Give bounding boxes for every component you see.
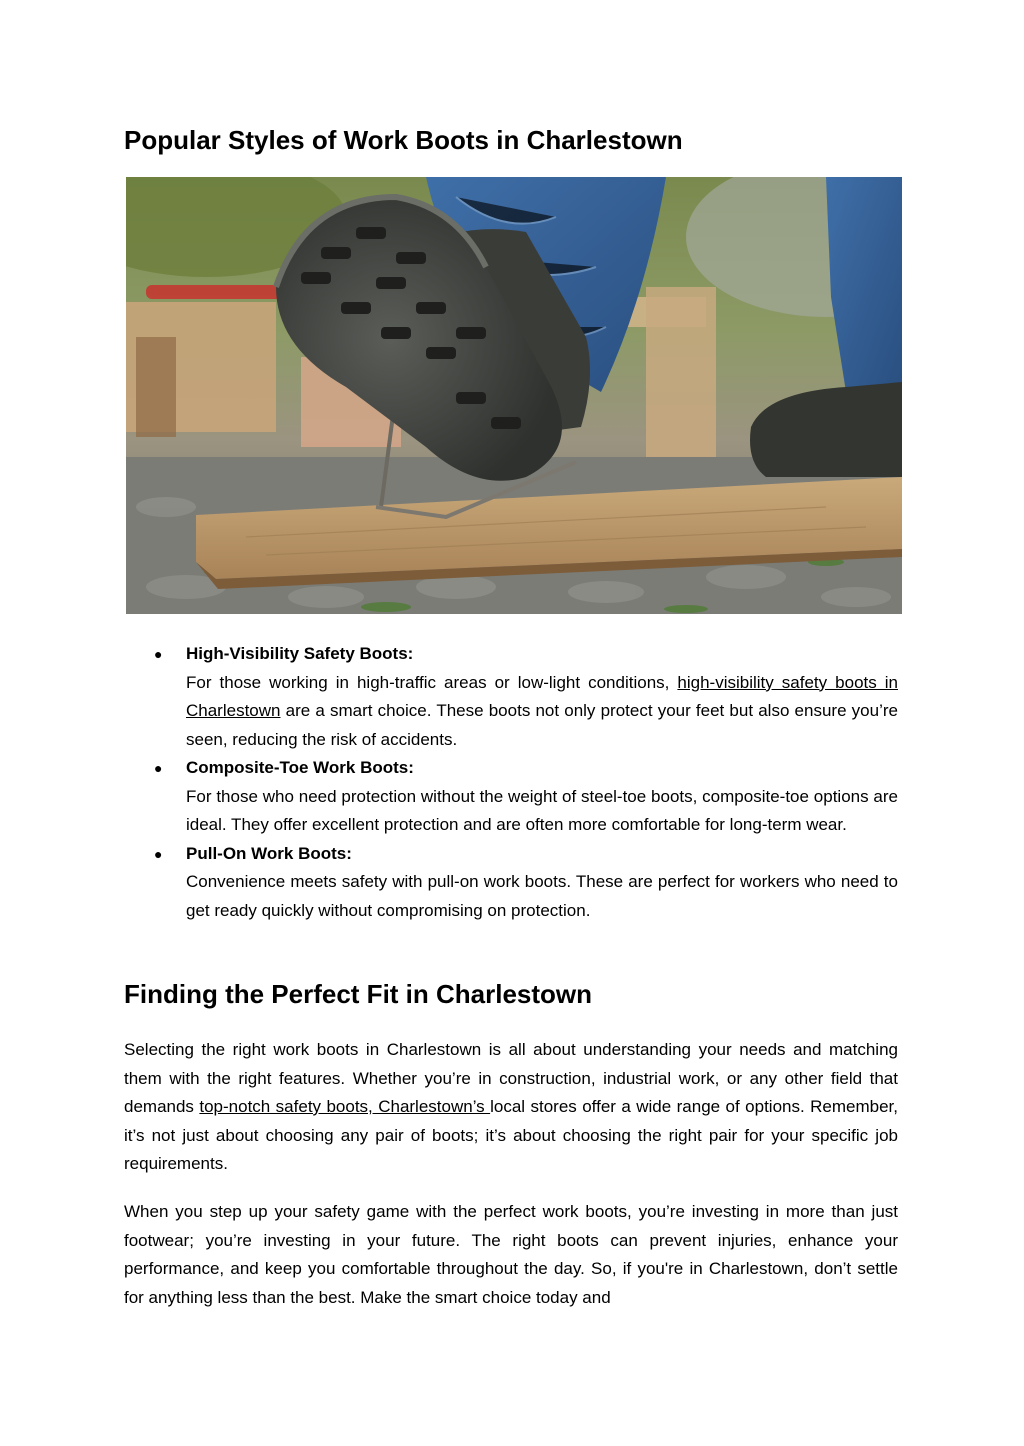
paragraph-selecting-boots xyxy=(124,1036,898,1179)
paragraph-text: local stores offer a wide range of options. Remember, it’s not just about choosing any pair of boots; it’s about choosing the right pair for your specific job requirements. xyxy=(124,1097,898,1173)
bullet-icon: ● xyxy=(154,760,163,776)
list-item-description: Convenience meets safety with pull-on work boots. These are perfect for workers who need to get ready quickly without compromising on protection. xyxy=(186,872,898,920)
list-item-term: High-Visibility Safety Boots: xyxy=(186,644,414,663)
high-visibility-boots-link[interactable]: high-visibility safety boots in Charlestown xyxy=(186,672,899,720)
section-heading-perfect-fit: Finding the Perfect Fit in Charlestown xyxy=(124,979,593,1009)
list-item xyxy=(124,754,898,840)
description-text: are a smart choice. These boots not only protect your feet but also ensure you’re seen, reducing the risk of accidents. xyxy=(186,701,898,749)
list-item xyxy=(124,640,898,754)
top-notch-safety-boots-link[interactable]: top-notch safety boots, Charlestown’s xyxy=(199,1097,491,1116)
bullet-icon: ● xyxy=(154,646,163,662)
hero-image-boot-stepping-on-nail xyxy=(126,177,902,614)
list-item-description: For those who need protection without the weight of steel-toe boots, composite-toe options are ideal. They offer excellent protection and are often more comfortable for long-term wear. xyxy=(186,786,898,834)
paragraph-text: Selecting the right work boots in Charlestown is all about understanding your needs and matching them with the right features. Whether you’re in construction, industrial work, or any other field that demands xyxy=(124,1040,898,1116)
list-item-term: Pull-On Work Boots: xyxy=(186,843,352,863)
bullet-icon: ● xyxy=(154,845,163,862)
list-item-description xyxy=(186,669,898,755)
list-item-term: Composite-Toe Work Boots: xyxy=(186,758,414,777)
boot-styles-list xyxy=(124,640,898,925)
description-text: For those working in high-traffic areas or low-light conditions, xyxy=(186,672,678,692)
list-item xyxy=(124,840,898,926)
paragraph-investing: When you step up your safety game with the perfect work boots, you’re investing in more than just footwear; you’re investing in your future. The right boots can prevent injuries, enhance your performance, and keep you comfortable throughout the day. So, if you're in Charlestown, don’t settle for anything less than the best. Make the smart choice today and xyxy=(124,1202,898,1307)
section-heading-popular-styles: Popular Styles of Work Boots in Charlestown xyxy=(124,125,683,155)
